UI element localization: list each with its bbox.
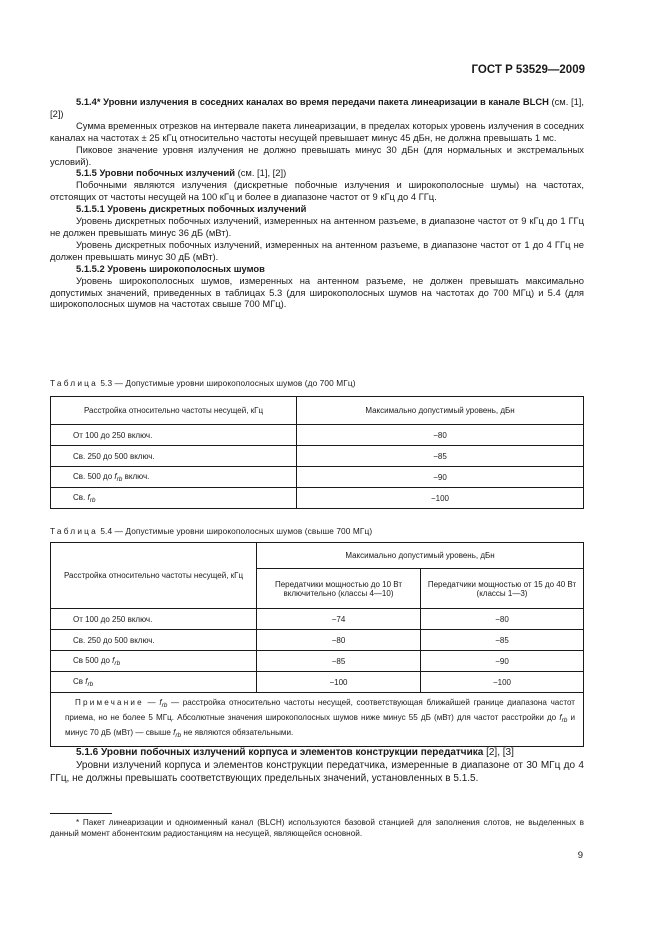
table-5-4 [50,542,584,747]
page-number: 9 [577,850,583,861]
table-5-4-header-low-power: Передатчики мощностью до 10 Вт включительно (классы 4—10) [257,569,421,609]
section-5-1-5-1-paragraph-2: Уровень дискретных побочных излучений, измеренных на антенном разъеме, в диапазоне частот от 1 до 4 ГГц не должен превышать минус 30 дБ (мВт). [50,238,584,262]
footnote-divider [50,813,112,814]
table-row: Св. 250 до 500 включ. −80 −85 [51,630,584,651]
body-upper [50,96,584,310]
table-5-3-caption: Таблица 5.3 — Допустимые уровни широкополосных шумов (до 700 МГц) [50,378,356,388]
section-5-1-4-paragraph-1: Сумма временных отрезков на интервале пакета линеаризации, в пределах которых уровень излучения в соседних каналах на частотах ± 25 кГц относительно частоты несущей превышает минус 45 дБн, не должна превышать 1 мс. [50,119,584,143]
body-lower [50,746,584,785]
section-5-1-5-heading: 5.1.5 Уровни побочных излучений (см. [1], [2]) [76,167,287,179]
table-5-4-header-offset: Расстройка относительно частоты несущей, кГц [51,543,257,609]
table-row: Св. $f_{rb}$ −100 [51,488,584,509]
section-5-1-4-paragraph-2: Пиковое значение уровня излучения не должно превышать минус 30 дБн (для нормальных и экстремальных условий). [50,143,584,167]
section-5-1-6-paragraph: Уровни излучений корпуса и элементов конструкции передатчика, измеренные в диапазоне от 30 МГц до 4 ГГц, не должны превышать соответствующих предельных значений, установленных в 5.1.5. [50,760,584,784]
section-5-1-6-heading: 5.1.6 Уровни побочных излучений корпуса и элементов конструкции передатчика [2], [3] [76,747,514,758]
section-5-1-4-heading: 5.1.4* Уровни излучения в соседних каналах во время передачи пакета линеаризации в канале BLCH (см. [1], [2]) [50,96,584,119]
document-code: ГОСТ Р 53529—2009 [471,64,585,76]
section-5-1-5-1-paragraph-1: Уровень дискретных побочных излучений, измеренных на антенном разъеме, в диапазоне частот от 9 кГц до 1 ГГц не должен превышать минус 36 дБ (мВт). [50,215,584,238]
table-5-4-caption: Таблица 5.4 — Допустимые уровни широкополосных шумов (свыше 700 МГц) [50,526,373,536]
table-row: Св 500 до $f_{rb}$ −85 −90 [51,651,584,672]
table-5-3-header-offset: Расстройка относительно частоты несущей, кГц [51,397,297,425]
footnote: * Пакет линеаризации и одноименный канал (BLCH) используются базовой станцией для заполнения слотов, не выделенных в данный момент абонентским радиостанциям на несущей, являющейся основной. [50,818,584,839]
table-row: Св $f_{rb}$ −100 −100 [51,672,584,693]
table-5-3 [50,396,584,509]
table-row: От 100 до 250 включ. −80 [51,425,584,446]
section-5-1-5-1-heading: 5.1.5.1 Уровень дискретных побочных излучений [76,203,307,215]
table-5-4-header-level: Максимально допустимый уровень, дБн [257,543,584,569]
table-row: Св. 500 до $f_{rb}$ включ. −90 [51,467,584,488]
table-5-3-header-level: Максимально допустимый уровень, дБн [297,397,584,425]
section-5-1-5-2-heading: 5.1.5.2 Уровень широкополосных шумов [76,262,265,274]
table-5-4-header-high-power: Передатчики мощностью от 15 до 40 Вт (классы 1—3) [421,569,584,609]
section-5-1-5-paragraph: Побочными являются излучения (дискретные побочные излучения и широкополосные шумы) на частотах, отстоящих от частоты несущей на 100 кГц и более в диапазоне частот от 9 кГц до 4 ГГц. [50,179,584,203]
section-5-1-5-2-paragraph: Уровень широкополосных шумов, измеренных на антенном разъеме, не должен превышать максимально допустимых значений, приведенных в таблицах 5.3 (для широкополосных шумов на частотах до 700 МГц) и 5.4 (для широкополосных шумов на частотах свыше 700 МГц). [50,274,584,310]
table-row: Св. 250 до 500 включ. −85 [51,446,584,467]
table-row: От 100 до 250 включ. −74 −80 [51,609,584,630]
table-5-4-note: Примечание — $f_{rb}$ — расстройка относительно частоты несущей, соответствующая ближайшей границе диапазона частот приема, но не более 5 МГц. Абсолютные значения широкополосных шумов ниже минус 55 дБ (мВт) для частот расстройки до $f_{rb}$ и минус 70 дБ (мВт) — свыше $f_{rb}$ не являются обязательными. [51,693,584,747]
